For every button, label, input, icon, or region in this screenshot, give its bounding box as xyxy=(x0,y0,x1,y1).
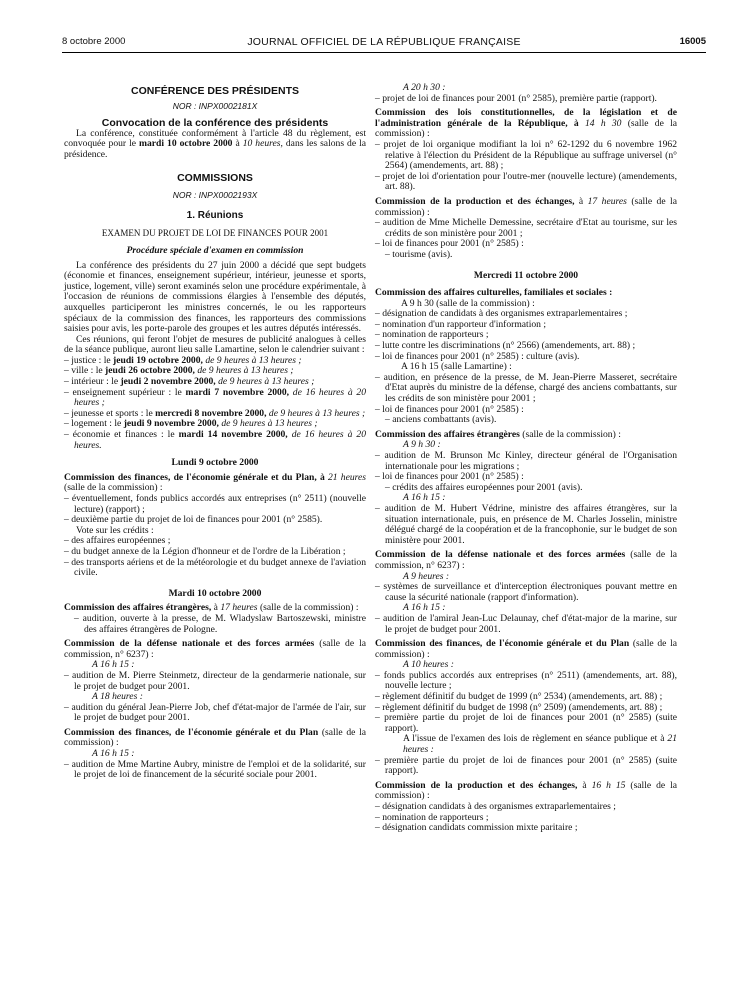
header-page-number: 16005 xyxy=(679,36,706,47)
agenda-subitem: – crédits des affaires européennes pour 2001 (avis). xyxy=(385,481,583,493)
calendar-item: – intérieur : le jeudi 2 novembre 2000, de 9 heures à 13 heures ; xyxy=(64,376,315,388)
agenda-item: – désignation candidats commission mixte paritaire ; xyxy=(375,822,578,834)
agenda-item: – projet de loi d'orientation pour l'outre-mer (nouvelle lecture) (amendements, art. 88). xyxy=(375,170,677,193)
agenda-item: – nomination de rapporteurs ; xyxy=(375,811,489,823)
commission-culturelles: Commission des affaires culturelles, familiales et sociales : xyxy=(375,287,613,299)
agenda-item: – loi de finances pour 2001 (n° 2585) : culture (avis). xyxy=(375,350,580,362)
commission-production: Commission de la production et des échanges, à 17 heures (salle de la commission) : xyxy=(375,195,677,218)
agenda-item: – désignation candidats à des organismes extraparlementaires ; xyxy=(375,801,616,812)
conference-nor: NOR : INPX0002181X xyxy=(172,100,258,111)
time-label: A 9 heures : xyxy=(403,570,450,582)
header-journal-title: JOURNAL OFFICIEL DE LA RÉPUBLIQUE FRANÇAISE xyxy=(247,36,521,48)
agenda-note: A l'issue de l'examen des lois de règlement en séance publique et à 21 heures : xyxy=(403,733,677,756)
agenda-item: – loi de finances pour 2001 (n° 2585) : xyxy=(375,403,524,415)
commissions-heading: COMMISSIONS xyxy=(177,171,253,184)
agenda-item: – projet de loi de finances pour 2001 (n° 2585), première partie (rapport). xyxy=(375,92,657,104)
commission-defense: Commission de la défense nationale et des forces armées (salle de la commission, n° 6237) : xyxy=(375,549,677,571)
time-label: A 10 heures : xyxy=(403,659,454,671)
examen-heading: EXAMEN DU PROJET DE LOI DE FINANCES POUR 2001 xyxy=(101,228,329,239)
agenda-item: – des affaires européennes ; xyxy=(64,535,171,547)
vote-label: Vote sur les crédits : xyxy=(76,524,154,536)
procedure-heading: Procédure spéciale d'examen en commission xyxy=(126,244,304,256)
agenda-item: – du budget annexe de la Légion d'honneur et de l'ordre de la Libération ; xyxy=(64,545,346,557)
agenda-item: – audition de Mme Martine Aubry, ministre de l'emploi et de la solidarité, sur le projet de loi de financement de la sécurité sociale pour 2001. xyxy=(64,758,366,781)
right-column xyxy=(375,83,677,834)
reunions-heading: 1. Réunions xyxy=(186,209,244,221)
calendar-item: – justice : le jeudi 19 octobre 2000, de 9 heures à 13 heures ; xyxy=(64,354,302,366)
page-header xyxy=(62,36,706,50)
day-heading-mardi: Mardi 10 octobre 2000 xyxy=(168,587,262,599)
agenda-item: – nomination de rapporteurs ; xyxy=(375,329,489,341)
time-label: A 9 h 30 : xyxy=(403,439,441,451)
agenda-subitem: – tourisme (avis). xyxy=(385,248,453,260)
calendar-item: – logement : le jeudi 9 novembre 2000, de 9 heures à 13 heures ; xyxy=(64,418,318,430)
agenda-subitem: – anciens combattants (avis). xyxy=(385,414,497,426)
day-heading-lundi: Lundi 9 octobre 2000 xyxy=(171,457,259,469)
header-date: 8 octobre 2000 xyxy=(62,36,126,47)
agenda-item: – audition du général Jean-Pierre Job, chef d'état-major de l'armée de l'air, sur le projet de budget pour 2001. xyxy=(64,701,366,724)
agenda-item: – fonds publics accordés aux entreprises (n° 2511) (amendements, art. 88), nouvelle lecture ; xyxy=(375,669,677,692)
time-label: A 16 h 15 : xyxy=(92,659,135,671)
agenda-item: – deuxième partie du projet de loi de finances pour 2001 (n° 2585). xyxy=(64,514,323,526)
agenda-item: – désignation de candidats à des organismes extraparlementaires ; xyxy=(375,308,628,320)
mardi-commission-finances: Commission des finances, de l'économie générale et du Plan (salle de la commission) : xyxy=(64,726,366,749)
header-rule xyxy=(62,52,706,53)
agenda-item: – loi de finances pour 2001 (n° 2585) : xyxy=(375,471,524,483)
agenda-item: – première partie du projet de loi de finances pour 2001 (n° 2585) (suite rapport). xyxy=(375,754,677,777)
agenda-item: – éventuellement, fonds publics accordés aux entreprises (n° 2511) (nouvelle lecture) (rapport) ; xyxy=(64,493,366,515)
commission-production-2: Commission de la production et des échanges, à 16 h 15 (salle de la commission) : xyxy=(375,779,678,802)
time-label: A 16 h 15 (salle Lamartine) : xyxy=(401,361,512,373)
agenda-item: – lutte contre les discriminations (n° 2566) (amendements, art. 88) ; xyxy=(375,340,636,352)
left-column xyxy=(64,86,366,781)
agenda-item: – audition, en présence de la presse, de M. Jean-Pierre Masseret, secrétaire d'Etat auprès du ministre de la défense, chargé des anciens combattants, sur les crédits de son ministère pour 2001 ; xyxy=(375,371,677,405)
commission-finances: Commission des finances, de l'économie générale et du Plan (salle de la commission) : xyxy=(375,638,677,660)
agenda-item: – audition de M. Hubert Védrine, ministre des affaires étrangères, sur la situation internationale, puis, en présence de M. Charles Josselin, ministre délégué chargé de la coopération et de la francophonie, sur le budget de son ministère pour 2001. xyxy=(375,502,677,546)
day-heading-mercredi: Mercredi 11 octobre 2000 xyxy=(473,269,579,281)
mardi-commission-defense: Commission de la défense nationale et des forces armées (salle de la commission, n° 6237) : xyxy=(64,638,366,660)
agenda-item: – audition de M. Pierre Steinmetz, directeur de la gendarmerie nationale, sur le projet de budget pour 2001. xyxy=(64,669,366,692)
procedure-paragraph-1: La conférence des présidents du 27 juin 2000 a décidé que sept budgets (économie et finances, enseignement supérieur, intérieur, jeunesse et sports, justice, logement, ville) seront examinés selon une procédure expérimentale, à l'occasion de réunions de commissions élargies à l'ensemble des députés, auxquelles participeront les ministres concernés, le ou les rapporteurs spéciaux de la commission des finances, les rapporteurs des commissions saisies pour avis, les porte-parole des groupes et les autres députés intéressés. xyxy=(64,259,366,335)
agenda-item: – audition, ouverte à la presse, de M. Wladyslaw Bartoszewski, ministre des affaires étrangères de Pologne. xyxy=(74,612,366,635)
time-label: A 16 h 15 : xyxy=(92,748,135,760)
agenda-item: – première partie du projet de loi de finances pour 2001 (n° 2585) (suite rapport). xyxy=(375,712,677,734)
procedure-paragraph-2: Ces réunions, qui feront l'objet de mesures de publicité analogues à celles de la séance publique, auront lieu salle Lamartine, selon le calendrier suivant : xyxy=(64,333,366,356)
agenda-item: – audition de M. Brunson Mc Kinley, directeur général de l'Organisation internationale pour les migrations ; xyxy=(375,450,677,472)
agenda-item: – règlement définitif du budget de 1999 (n° 2534) (amendements, art. 88) ; xyxy=(375,691,663,703)
agenda-item: – nomination d'un rapporteur d'information ; xyxy=(375,318,547,330)
time-label: A 20 h 30 : xyxy=(403,82,446,93)
calendar-item: – enseignement supérieur : le mardi 7 novembre 2000, de 16 heures à 20 heures ; xyxy=(64,386,367,409)
agenda-item: – projet de loi organique modifiant la loi n° 62-1292 du 6 novembre 1962 relative à l'élection du Président de la République au suffrage universel (n° 2564) (amendements, art. 88) ; xyxy=(375,138,677,172)
time-label: A 18 heures : xyxy=(92,691,143,703)
lundi-commission-finances: Commission des finances, de l'économie générale et du Plan, à 21 heures (salle de la commission) : xyxy=(64,471,367,494)
agenda-item: – audition de l'amiral Jean-Luc Delaunay, chef d'état-major de la marine, sur le projet de budget pour 2001. xyxy=(375,612,677,635)
calendar-item: – économie et finances : le mardi 14 novembre 2000, de 16 heures à 20 heures. xyxy=(64,429,366,451)
time-label: A 9 h 30 (salle de la commission) : xyxy=(401,297,535,309)
agenda-item: – audition de Mme Michelle Demessine, secrétaire d'Etat au tourisme, sur les crédits de son ministère pour 2001 ; xyxy=(375,217,677,239)
convocation-heading: Convocation de la conférence des présidents xyxy=(101,117,329,130)
time-label: A 16 h 15 : xyxy=(403,602,446,614)
calendar-list xyxy=(64,356,366,451)
conference-heading: CONFÉRENCE DES PRÉSIDENTS xyxy=(130,85,300,97)
agenda-item: – systèmes de surveillance et d'interception électroniques pouvant mettre en cause la sécurité nationale (rapport d'information). xyxy=(375,581,677,603)
convocation-text: La conférence, constituée conformément à l'article 48 du règlement, est convoquée pour le mardi 10 octobre 2000 à 10 heures, dans les salons de la présidence. xyxy=(64,127,366,160)
calendar-item: – jeunesse et sports : le mercredi 8 novembre 2000, de 9 heures à 13 heures ; xyxy=(64,407,366,419)
mardi-commission-etrangeres: Commission des affaires étrangères, à 17 heures (salle de la commission) : xyxy=(64,602,359,614)
agenda-item: – loi de finances pour 2001 (n° 2585) : xyxy=(375,238,524,250)
agenda-item: – des transports aériens et de la météorologie et du budget annexe de l'aviation civile. xyxy=(64,556,366,579)
calendar-item: – ville : le jeudi 26 octobre 2000, de 9 heures à 13 heures ; xyxy=(64,365,294,377)
commission-lois: Commission des lois constitutionnelles, de la législation et de l'administration générale de la République, à 14 h 30 (salle de la commission) : xyxy=(375,107,678,140)
agenda-item: – règlement définitif du budget de 1998 (n° 2509) (amendements, art. 88) ; xyxy=(375,701,663,713)
time-label: A 16 h 15 : xyxy=(403,492,446,504)
commission-etrangeres: Commission des affaires étrangères (salle de la commission) : xyxy=(375,428,621,440)
commissions-nor: NOR : INPX0002193X xyxy=(172,190,258,201)
